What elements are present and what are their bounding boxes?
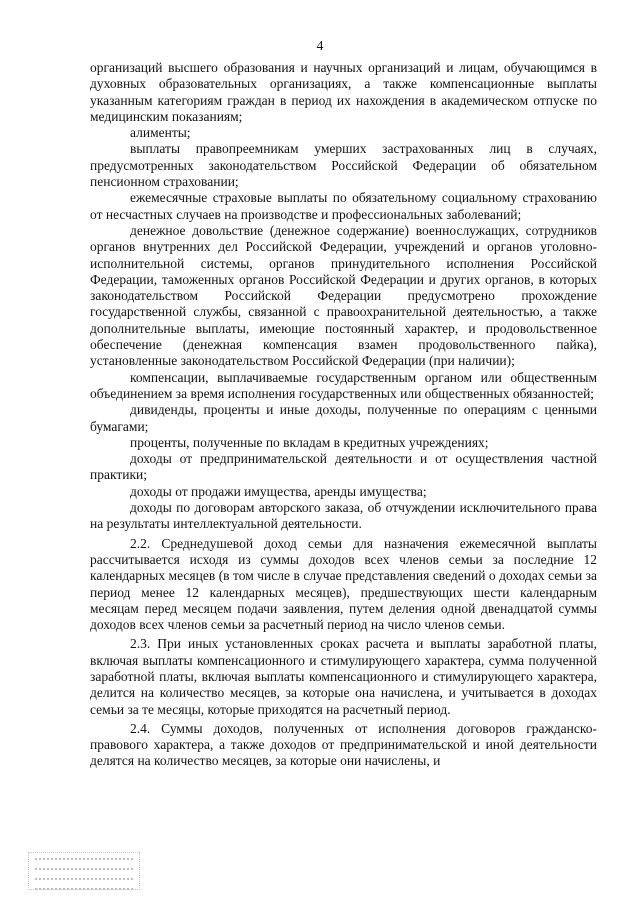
paragraph: выплаты правопреемникам умерших застрахованных лиц в случаях, предусмотренных законодательством Российской Федерации об обязательном пенсионном страховании; xyxy=(90,141,597,190)
paragraph: алименты; xyxy=(130,125,191,141)
paragraph: компенсации, выплачиваемые государственным органом или общественным объединением за время исполнения государственных или общественных обязанностей; xyxy=(90,369,597,401)
paragraph: организаций высшего образования и научных организаций и лицам, обучающимся в духовных образовательных организациях, а также компенсационные выплаты указанным категориям граждан в период их нахождения в академическом отпуске по медицинским показаниям; xyxy=(90,60,597,124)
paragraph: ежемесячные страховые выплаты по обязательному социальному страхованию от несчастных случаев на производстве и профессиональных заболеваний; xyxy=(90,190,597,222)
paragraph: доходы по договорам авторского заказа, об отчуждении исключительного права на результаты интеллектуальной деятельности. xyxy=(90,500,597,532)
document-stamp xyxy=(28,852,140,890)
paragraph: дивиденды, проценты и иные доходы, полученные по операциям с ценными бумагами; xyxy=(90,402,597,434)
paragraph: денежное довольствие (денежное содержание) военнослужащих, сотрудников органов внутренних дел Российской Федерации, учреждений и органов уголовно-исполнительной системы, органов принудительного исполнения Российской Федерации, таможенных органов Российской Федерации и других органов, в которых законодательством Российской Федерации предусмотрено прохождение государственной службы, связанной с правоохранительной деятельностью, а также дополнительные выплаты, имеющие постоянный характер, и продовольственное обеспечение (денежная компенсация взамен продовольственного пайка), установленные законодательством Российской Федерации (при наличии); xyxy=(90,222,597,369)
paragraph: 2.4. Суммы доходов, полученных от исполнения договоров гражданско-правового характера, а также доходов от предпринимательской и иной деятельности делятся на количество месяцев, за которые они начислены, и xyxy=(90,720,597,769)
paragraph: доходы от предпринимательской деятельности и от осуществления частной практики; xyxy=(90,451,597,483)
paragraph: проценты, полученные по вкладам в кредитных учреждениях; xyxy=(130,434,489,450)
paragraph: 2.3. При иных установленных сроках расчета и выплаты заработной платы, включая выплаты компенсационного и стимулирующего характера, сумма полученной заработной платы, включая выплаты компенсационного и стимулирующего характера, делится на количество месяцев, за которые она начислена, и учитывается в доходах семьи за те месяцы, которые приходятся на расчетный период. xyxy=(90,636,597,717)
page-number: 4 xyxy=(316,38,324,53)
document-body xyxy=(90,60,597,770)
paragraph: 2.2. Среднедушевой доход семьи для назначения ежемесячной выплаты рассчитывается исходя из суммы доходов всех членов семьи за последние 12 календарных месяцев (в том числе в случае представления сведений о доходах семьи за период менее 12 календарных месяцев), предшествующих шести календарным месяцам перед месяцем подачи заявления, путем деления одной двенадцатой суммы доходов всех членов семьи за расчетный период на число членов семьи. xyxy=(90,535,597,633)
paragraph: доходы от продажи имущества, аренды имущества; xyxy=(130,483,427,499)
